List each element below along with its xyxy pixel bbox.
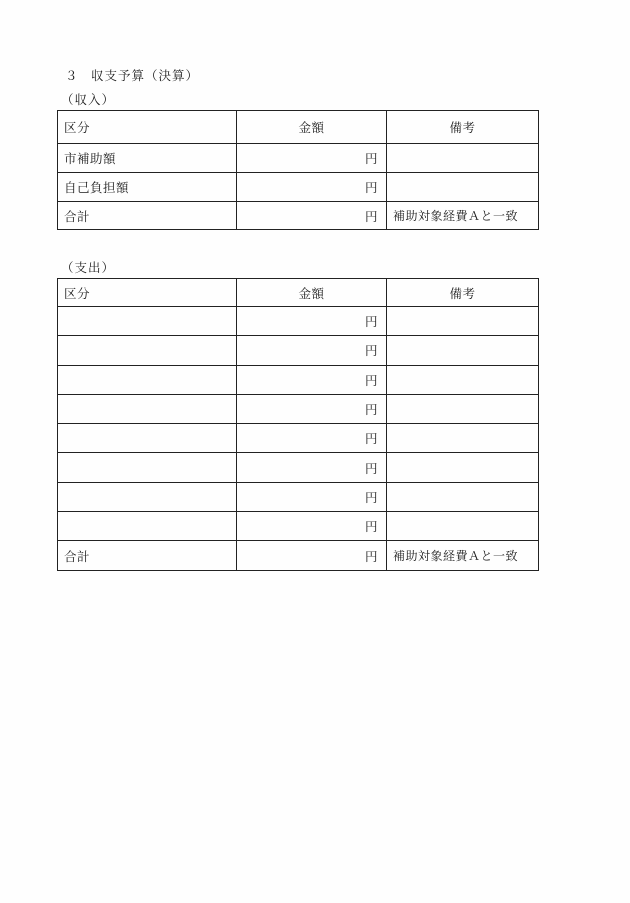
income-note-cell <box>387 144 539 173</box>
income-category-cell: 自己負担額 <box>58 173 237 202</box>
expense-category-cell <box>58 307 237 336</box>
table-row <box>58 336 539 365</box>
expense-category-cell <box>58 512 237 541</box>
expense-note-cell <box>387 365 539 394</box>
expense-note-cell <box>387 394 539 423</box>
income-header-category: 区分 <box>58 111 237 144</box>
expense-category-cell <box>58 482 237 511</box>
table-row <box>58 394 539 423</box>
expense-heading: （支出） <box>61 260 116 275</box>
expense-note-cell <box>387 424 539 453</box>
expense-total-label: 合計 <box>58 541 237 570</box>
income-note-cell <box>387 173 539 202</box>
section-title-text: 収支予算（決算） <box>91 68 200 83</box>
section-title <box>65 66 199 84</box>
expense-note-cell <box>387 482 539 511</box>
income-header-note: 備考 <box>387 111 539 144</box>
section-number: ３ <box>65 68 79 83</box>
expense-total-amount: 円 <box>237 541 387 570</box>
table-row <box>58 173 539 202</box>
expense-category-cell <box>58 453 237 482</box>
expense-category-cell <box>58 424 237 453</box>
expense-amount-cell: 円 <box>237 453 387 482</box>
expense-note-cell <box>387 453 539 482</box>
expense-note-cell <box>387 307 539 336</box>
expense-header-category: 区分 <box>58 279 237 307</box>
income-category-cell: 市補助額 <box>58 144 237 173</box>
table-row <box>58 307 539 336</box>
income-total-label: 合計 <box>58 202 237 230</box>
income-total-note: 補助対象経費Ａと一致 <box>387 202 539 230</box>
income-heading: （収入） <box>61 92 116 107</box>
income-header-row <box>58 111 539 144</box>
income-total-amount: 円 <box>237 202 387 230</box>
expense-amount-cell: 円 <box>237 336 387 365</box>
table-row <box>58 424 539 453</box>
expense-header-note: 備考 <box>387 279 539 307</box>
expense-total-note: 補助対象経費Ａと一致 <box>387 541 539 570</box>
expense-category-cell <box>58 365 237 394</box>
expense-amount-cell: 円 <box>237 365 387 394</box>
table-row <box>58 453 539 482</box>
expense-note-cell <box>387 336 539 365</box>
expense-category-cell <box>58 394 237 423</box>
income-amount-cell: 円 <box>237 173 387 202</box>
expense-category-cell <box>58 336 237 365</box>
expense-amount-cell: 円 <box>237 512 387 541</box>
table-row <box>58 144 539 173</box>
table-row <box>58 512 539 541</box>
table-row <box>58 482 539 511</box>
income-table <box>57 110 539 230</box>
table-row <box>58 202 539 230</box>
expense-header-amount: 金額 <box>237 279 387 307</box>
expense-amount-cell: 円 <box>237 394 387 423</box>
expense-amount-cell: 円 <box>237 424 387 453</box>
table-row <box>58 365 539 394</box>
table-row <box>58 541 539 570</box>
expense-amount-cell: 円 <box>237 307 387 336</box>
expense-table <box>57 278 539 571</box>
expense-amount-cell: 円 <box>237 482 387 511</box>
expense-header-row <box>58 279 539 307</box>
income-amount-cell: 円 <box>237 144 387 173</box>
income-header-amount: 金額 <box>237 111 387 144</box>
expense-note-cell <box>387 512 539 541</box>
